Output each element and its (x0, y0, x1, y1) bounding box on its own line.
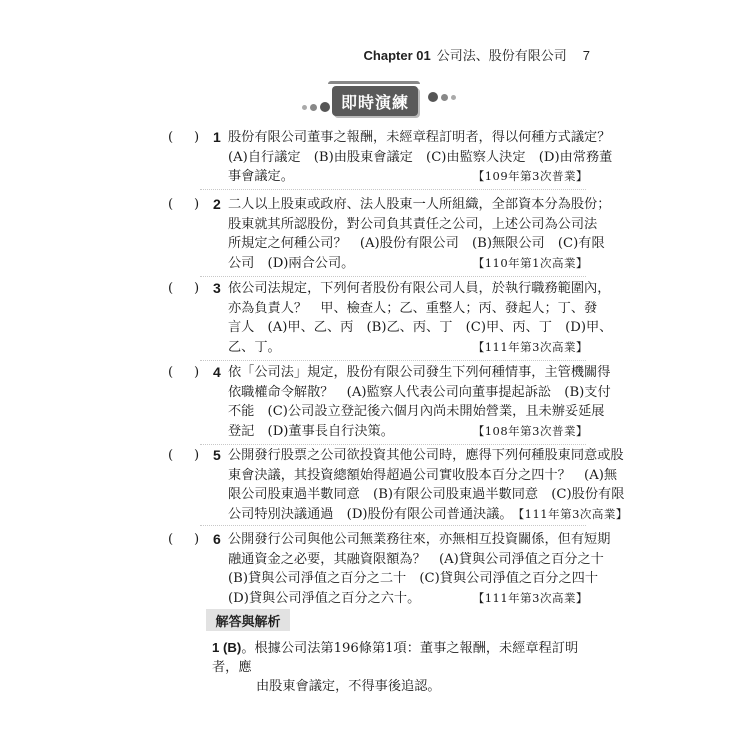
question-source: 【111年第3次高業】 (472, 590, 588, 605)
question-line: (B)貸與公司淨值之百分之二十 (C)貸與公司淨值之百分之四十 (228, 571, 599, 586)
question-line: 依「公司法」規定，股份有限公司發生下列何種情事，主管機關得 (228, 365, 611, 380)
question-line: 言人 (A)甲、乙、丙 (B)乙、丙、丁 (C)甲、丙、丁 (D)甲、 (228, 320, 613, 335)
question-line: 公司特別決議通過 (D)股份有限公司普通決議。 (228, 506, 513, 522)
answers-title: 解答與解析 (206, 609, 290, 631)
question-4: ( ) 4 依「公司法」規定，股份有限公司發生下列何種情事，主管機關得 依職權命令解散？ (A)監察人代表公司向董事提起訴訟 (B)支付 不能 (C)公司設立登記後六個月內尚未開始營業，且未辦妥延展 登記 (D)董事長自行決策。 【108年第3次普業】 (168, 363, 588, 441)
question-2: ( ) 2 二人以上股東或政府、法人股東一人所組織，全部資本分為股份； 股東就其所認股份，對公司負其責任之公司，上述公司為公司法 所規定之何種公司？ (A)股份有限公司 (B)無限公司 (C)有限 公司 (D)兩合公司。 【110年第1次高業】 (168, 195, 588, 273)
question-number: 6 (213, 531, 221, 547)
question-line: 公司 (D)兩合公司。 (228, 255, 355, 271)
divider (200, 276, 586, 277)
section-banner (296, 82, 461, 120)
question-number: 5 (213, 447, 221, 463)
divider (200, 525, 586, 526)
divider (200, 360, 586, 361)
question-source: 【110年第1次高業】 (472, 255, 588, 270)
chapter-title: 公司法、股份有限公司 (436, 48, 567, 63)
section-title: 即時演練 (332, 86, 418, 116)
chapter-label: Chapter 01 (363, 48, 431, 63)
question-3: ( ) 3 依公司法規定，下列何者股份有限公司人員，於執行職務範圍內， 亦為負責人？ 甲、檢查人；乙、重整人；丙、發起人；丁、發 言人 (A)甲、乙、丙 (B)乙、丙、丁 (C)甲、丙、丁 (D)甲、 乙、丁。 【111年第3次高業】 (168, 279, 588, 357)
decorative-dots-right (428, 92, 456, 102)
question-source: 【109年第3次普業】 (472, 169, 588, 183)
question-source: 【108年第3次普業】 (472, 423, 588, 438)
answer-text: 。根據公司法第196條第1項：董事之報酬，未經章程訂明者，應 (212, 641, 579, 675)
question-line: 依公司法規定，下列何者股份有限公司人員，於執行職務範圍內， (228, 281, 611, 296)
answer-1 (212, 638, 592, 696)
question-line: 乙、丁。 (228, 339, 281, 355)
question-number: 4 (213, 364, 221, 380)
decorative-dots-left (302, 102, 330, 112)
page-number: 7 (582, 48, 590, 63)
question-line: 股份有限公司董事之報酬，未經章程訂明者，得以何種方式議定？ (228, 130, 611, 145)
question-line: 東會決議，其投資總額始得超過公司實收股本百分之四十？ (A)無 (228, 467, 618, 483)
question-line: 股東就其所認股份，對公司負其責任之公司，上述公司為公司法 (228, 216, 598, 232)
question-line: 限公司股東過半數同意 (B)有限公司股東過半數同意 (C)股份有限 (228, 487, 625, 502)
question-line: 公開發行公司與他公司無業務往來，亦無相互投資關係，但有短期 (228, 532, 611, 547)
question-5: ( ) 5 公開發行股票之公司欲投資其他公司時，應得下列何種股東同意或股 東會決議，其投資總額始得超過公司實收股本百分之四十？ (A)無 限公司股東過半數同意 (B)有限公司股東過半數同意 (C)股份有限 公司特別決議通過 (D)股份有限公司普通決議。 【111年第3次高業】 (168, 446, 588, 524)
question-line: 不能 (C)公司設立登記後六個月內尚未開始營業，且未辦妥延展 (228, 404, 605, 419)
question-line: 融通資金之必要，其融資限額為？ (A)貸與公司淨值之百分之十 (228, 551, 604, 567)
question-number: 1 (213, 129, 221, 145)
question-line: 登記 (D)董事長自行決策。 (228, 423, 394, 439)
answer-label: 1 (B) (212, 640, 242, 655)
question-line: 亦為負責人？ 甲、檢查人；乙、重整人；丙、發起人；丁、發 (228, 300, 598, 316)
question-line: 所規定之何種公司？ (A)股份有限公司 (B)無限公司 (C)有限 (228, 236, 605, 251)
question-line: (A)自行議定 (B)由股東會議定 (C)由監察人決定 (D)由常務董 (228, 149, 613, 165)
question-1: ( ) 1 股份有限公司董事之報酬，未經章程訂明者，得以何種方式議定？ (A)自行議定 (B)由股東會議定 (C)由監察人決定 (D)由常務董 事會議定。 【109年第3次普業】 (168, 128, 588, 187)
divider (200, 189, 586, 190)
question-line: 公開發行股票之公司欲投資其他公司時，應得下列何種股東同意或股 (228, 448, 624, 463)
answer-text-cont: 由股東會議定，不得事後追認。 (256, 679, 441, 694)
question-number: 2 (213, 196, 221, 212)
question-source: 【111年第3次高業】 (472, 339, 588, 354)
question-number: 3 (213, 280, 221, 296)
question-line: 二人以上股東或政府、法人股東一人所組織，全部資本分為股份； (228, 197, 611, 212)
question-6: ( ) 6 公開發行公司與他公司無業務往來，亦無相互投資關係，但有短期 融通資金之必要，其融資限額為？ (A)貸與公司淨值之百分之十 (B)貸與公司淨值之百分之二十 (C)貸與公司淨值之百分之四十 (D)貸與公司淨值之百分之六十。 【111年第3次高業】 (168, 530, 588, 608)
question-source: 【111年第3次高業】 (512, 506, 628, 521)
page-header (364, 45, 590, 64)
question-line: 事會議定。 (228, 169, 294, 184)
question-line: (D)貸與公司淨值之百分之六十。 (228, 590, 421, 606)
divider (200, 444, 586, 445)
question-line: 依職權命令解散？ (A)監察人代表公司向董事提起訴訟 (B)支付 (228, 384, 611, 400)
